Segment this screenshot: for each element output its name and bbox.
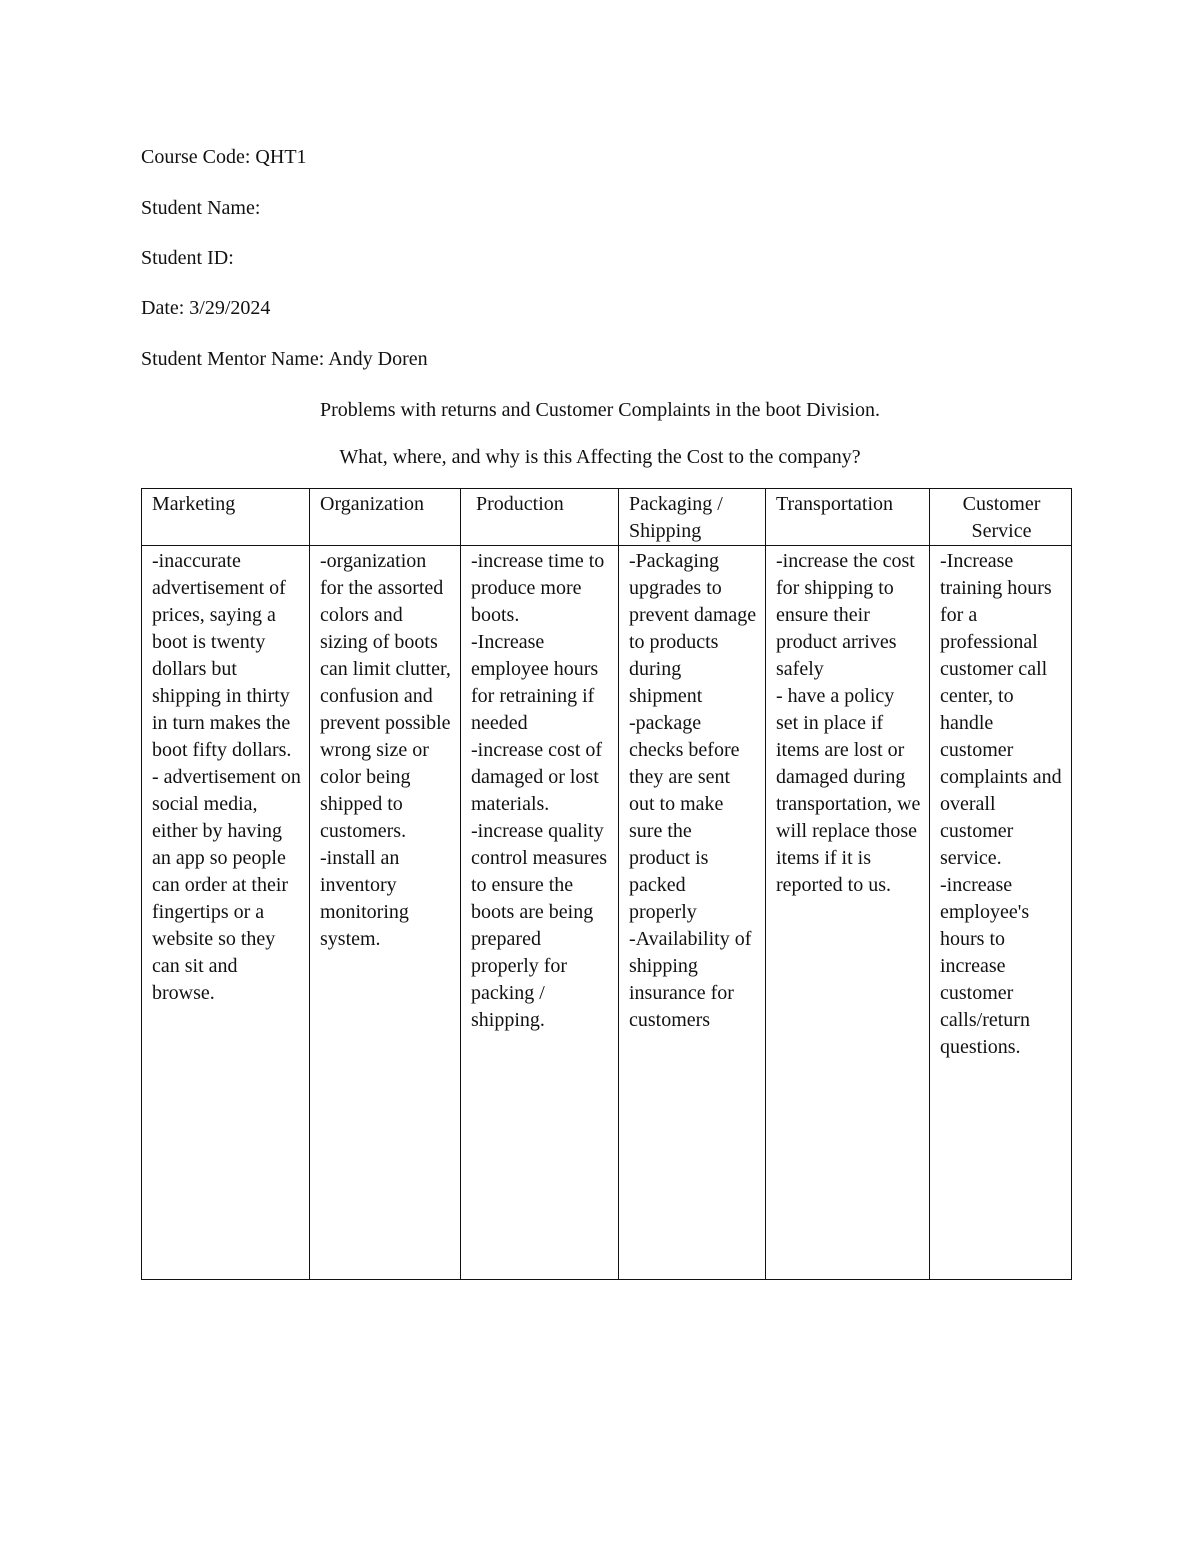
student-id: Student ID:: [141, 247, 234, 269]
header-marketing: Marketing: [142, 489, 310, 546]
title-line-2: What, where, and why is this Affecting the Cost to the company?: [339, 446, 861, 468]
title-line-1: Problems with returns and Customer Complaints in the boot Division.: [320, 399, 880, 421]
header-organization: Organization: [310, 489, 461, 546]
cell-transportation: -increase the cost for shipping to ensure their product arrives safely - have a policy set in place if items are lost or damaged during transportation, we will replace those items if it is reported to us.: [766, 546, 930, 1280]
header-production: Production: [461, 489, 619, 546]
cost-analysis-table: [141, 488, 1072, 1280]
cell-organization: -organization for the assorted colors and sizing of boots can limit clutter, confusion and prevent possible wrong size or color being shipped to customers. -install an inventory monitoring system.: [310, 546, 461, 1280]
course-code: Course Code: QHT1: [141, 146, 307, 168]
header-transportation: Transportation: [766, 489, 930, 546]
cell-customer-service: -Increase training hours for a professional customer call center, to handle customer complaints and overall customer service. -increase employee's hours to increase customer calls/return questions.: [930, 546, 1072, 1280]
cell-packaging-shipping: -Packaging upgrades to prevent damage to products during shipment -package checks before they are sent out to make sure the product is packed properly -Availability of shipping insurance for customers: [619, 546, 766, 1280]
mentor-name: Student Mentor Name: Andy Doren: [141, 348, 428, 370]
header-customer-service: Customer Service: [930, 489, 1072, 546]
cell-marketing: -inaccurate advertisement of prices, saying a boot is twenty dollars but shipping in thirty in turn makes the boot fifty dollars. - advertisement on social media, either by having an app so people can order at their fingertips or a website so they can sit and browse.: [142, 546, 310, 1280]
table-header-row: [142, 489, 1072, 546]
table-row: [142, 546, 1072, 1280]
header-packaging-shipping: Packaging / Shipping: [619, 489, 766, 546]
date: Date: 3/29/2024: [141, 297, 271, 319]
cell-production: -increase time to produce more boots. -Increase employee hours for retraining if needed -increase cost of damaged or lost materials. -increase quality control measures to ensure the boots are being prepared properly for packing / shipping.: [461, 546, 619, 1280]
student-name: Student Name:: [141, 197, 261, 219]
